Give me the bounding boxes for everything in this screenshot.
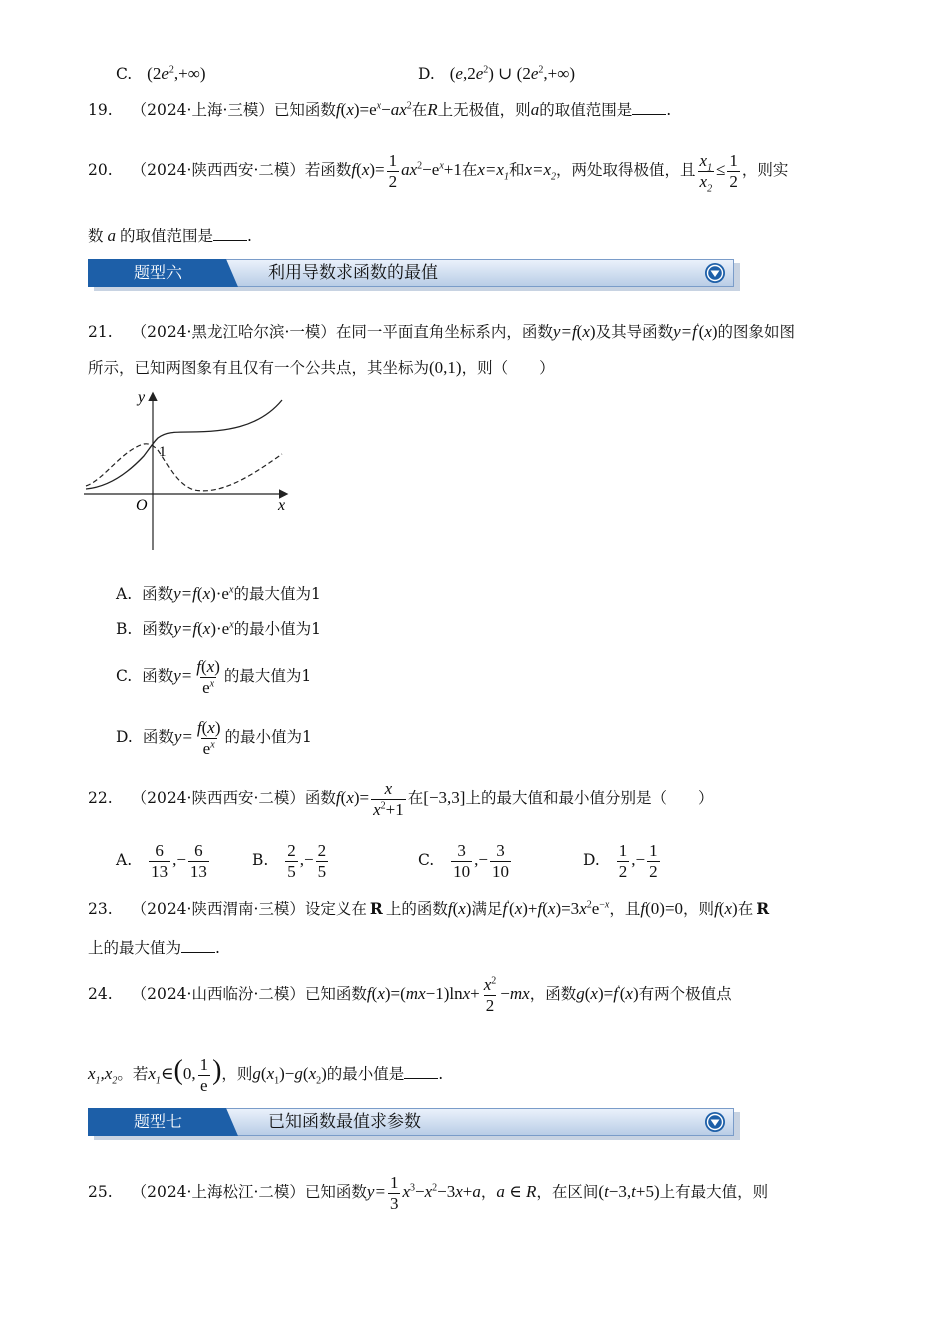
formula: f <box>335 788 341 807</box>
question-source: （2024·上海松江·二模） <box>131 1183 305 1201</box>
option-expression: $\frac{2}{5}$ ,− $\frac{2}{5}$ <box>287 840 327 881</box>
question-text: . <box>438 1065 444 1083</box>
y-axis-label: y <box>138 389 146 406</box>
option-text: 的最大值为1 <box>233 585 321 603</box>
question-text: 上无极值，则 <box>437 101 531 119</box>
question-text: 的取值范围是 <box>539 101 633 119</box>
formula: $^2-e^x+1$ <box>417 160 462 179</box>
question-number: 22. <box>88 789 113 807</box>
section-title: 利用导数求函数的最值 <box>268 263 438 283</box>
fraction-1-over-e: $\frac{1}{e}$ <box>199 1054 209 1095</box>
question-text: 上的函数 <box>385 900 448 918</box>
formula: y=f <box>552 322 577 341</box>
formula: f <box>640 899 646 918</box>
question-text: ，则 <box>683 900 715 918</box>
fraction-half: $\frac{1}{2}$ <box>388 150 398 191</box>
question-text: 的图象如图 <box>717 323 796 341</box>
fraction-half: $\frac{1}{2}$ <box>729 150 738 191</box>
option-expression: $\frac{6}{13}$ ,− $\frac{6}{13}$ <box>151 840 207 881</box>
question-text: 上有最大值，则 <box>659 1183 769 1201</box>
question-20 <box>88 146 788 194</box>
question-21-line2 <box>88 356 555 380</box>
section-tag: 题型六 <box>134 263 183 282</box>
q22-option-a <box>116 836 211 884</box>
formula: g <box>252 1064 261 1083</box>
question-25 <box>88 1168 768 1216</box>
q22-option-b <box>252 836 330 884</box>
question-text: 在 <box>411 101 428 119</box>
formula: (x)= <box>584 984 614 1003</box>
formula: (0)=0 <box>645 899 684 918</box>
fraction-1-over-3: $\frac{1}{3}$ <box>389 1172 399 1213</box>
fraction-x-over-x2plus1: $\frac{x}{x^2+1}$ <box>373 778 404 819</box>
question-text: 所示，已知两图象有且仅有一个公共点，其坐标为 <box>88 359 430 377</box>
formula: ∈ <box>504 1182 526 1201</box>
question-text: 在 <box>737 900 754 918</box>
question-text: ，则 <box>221 1065 253 1083</box>
question-source: （2024·陕西西安·二模） <box>131 161 305 179</box>
question-22 <box>88 774 713 822</box>
formula: ) <box>212 1055 222 1086</box>
question-text: ， <box>480 1183 497 1201</box>
formula: (x)= <box>340 788 370 807</box>
formula: a <box>107 226 117 245</box>
question-text: ，在区间 <box>536 1183 599 1201</box>
formula: y=f <box>173 619 198 638</box>
q22-option-c <box>418 836 513 884</box>
curve-f <box>86 400 282 489</box>
origin-label: O <box>136 497 148 514</box>
question-text: ，且 <box>609 900 641 918</box>
fraction-fx-ex: $\frac{f(x)}{e^x}$ <box>196 717 221 758</box>
formula: 0, <box>182 1064 196 1083</box>
option-text: 函数 <box>142 667 174 685</box>
option-label: D. <box>116 728 133 746</box>
formula: $(x_1)-$ <box>260 1064 295 1087</box>
question-text: 上的最大值为 <box>88 939 182 957</box>
answer-blank[interactable] <box>213 226 247 241</box>
question-text: 的最小值是 <box>326 1065 405 1083</box>
question-number: 19. <box>88 101 113 119</box>
option-text: 的最小值为1 <box>224 728 312 746</box>
option-label: D. <box>583 851 600 869</box>
fraction-fx-ex: $\frac{f(x)}{e^x}$ <box>196 656 220 697</box>
formula: a <box>530 100 540 119</box>
option-label: A. <box>116 585 133 603</box>
question-source: （2024·陕西西安·二模） <box>131 789 305 807</box>
question-text: 已知函数 <box>304 1183 367 1201</box>
option-label: C. <box>418 851 435 869</box>
question-text: 。若 <box>117 1065 149 1083</box>
q18-option-c <box>116 62 206 86</box>
option-label: B. <box>252 851 269 869</box>
formula: 2 <box>406 100 412 112</box>
question-21 <box>88 320 795 344</box>
chevron-down-icon[interactable] <box>704 262 726 284</box>
q21-option-a <box>116 582 321 606</box>
formula: f <box>447 899 453 918</box>
q21-option-b <box>116 617 321 641</box>
question-text: 在 <box>461 161 478 179</box>
question-source: （2024·山西临汾·二模） <box>131 985 305 1003</box>
question-text: 和 <box>508 161 525 179</box>
question-source: （2024·陕西渭南·三模） <box>131 900 305 918</box>
formula: (0,1) <box>429 358 462 377</box>
formula: ( <box>173 1055 183 1086</box>
formula: $(x_2)$ <box>302 1064 327 1087</box>
option-text: 的最大值为1 <box>223 667 312 685</box>
formula: f <box>366 984 372 1003</box>
chevron-down-icon[interactable] <box>704 1111 726 1133</box>
question-text: 的取值范围是 <box>120 227 214 245</box>
option-text: 函数 <box>142 728 174 746</box>
option-text: 函数 <box>142 620 174 638</box>
question-text: 函数 <box>304 789 336 807</box>
question-number: 21. <box>88 323 113 341</box>
formula: ax <box>401 160 418 179</box>
option-text: 函数 <box>142 585 174 603</box>
bold-r: R <box>369 899 383 918</box>
q22-option-d <box>583 836 662 884</box>
formula: f <box>502 899 508 918</box>
question-number: 24. <box>88 985 113 1003</box>
question-text: 在同一平面直角坐标系内，函数 <box>335 323 553 341</box>
question-number: 20. <box>88 161 113 179</box>
formula: $x^3-x^2-3x+a$ <box>402 1182 481 1201</box>
section-banner-6 <box>88 259 734 289</box>
formula: $x=x_1$ <box>477 160 509 183</box>
question-text: ，两处取得极值，且 <box>556 161 696 179</box>
section-tag: 题型七 <box>134 1112 183 1131</box>
formula: x <box>346 100 354 119</box>
formula: f <box>351 160 357 179</box>
question-text: . <box>215 939 220 957</box>
question-20-line2 <box>88 224 252 248</box>
option-expression: $\frac{1}{2}$ ,− $\frac{1}{2}$ <box>618 840 658 881</box>
question-text: ，函数 <box>529 985 577 1003</box>
formula: y=f <box>673 322 697 341</box>
question-text: ，则（ ） <box>461 359 555 377</box>
formula: (x) <box>576 322 596 341</box>
q21-option-d <box>116 713 312 761</box>
formula: '(x) <box>696 322 718 341</box>
function-graph <box>84 388 294 554</box>
answer-blank[interactable] <box>181 938 215 953</box>
question-text: 数 <box>88 227 104 245</box>
option-label: D. <box>418 65 435 83</box>
formula: ≤ <box>716 160 726 179</box>
question-24 <box>88 970 732 1018</box>
question-23-line2 <box>88 936 220 960</box>
formula: '(x)+ <box>507 899 538 918</box>
question-text: 设定义在 <box>304 900 367 918</box>
question-number: 23. <box>88 900 113 918</box>
q18-option-d <box>418 62 575 86</box>
section-title: 已知函数最值求参数 <box>268 1112 421 1132</box>
formula: f <box>335 100 341 119</box>
option-label: C. <box>116 667 133 685</box>
formula: a <box>496 1182 505 1201</box>
option-label: C. <box>116 65 133 83</box>
formula: (x)= <box>356 160 385 179</box>
fraction-x2-over-2: $\frac{x^2}{2}$ <box>483 974 497 1015</box>
option-expression: $(e,2e^2)$ ∪ $(2e^2,+\infty)$ <box>449 64 576 83</box>
formula: y= <box>366 1182 386 1201</box>
option-label: A. <box>116 851 133 869</box>
formula: f <box>537 899 543 918</box>
formula: ( <box>340 100 347 119</box>
x-axis-label: x <box>278 497 286 514</box>
formula: $x=x_2$ <box>524 160 557 183</box>
formula: (t−3,t+5) <box>598 1182 660 1201</box>
formula: $(x)=3x^2e^{-x}$ <box>542 899 610 918</box>
question-text: 若函数 <box>304 161 352 179</box>
formula: $(x)\cdot e^x$ <box>197 619 234 638</box>
formula: y= <box>173 666 193 685</box>
question-23 <box>88 897 769 921</box>
option-expression: $\frac{3}{10}$ ,− $\frac{3}{10}$ <box>453 840 510 881</box>
formula: $(x)\cdot e^x$ <box>196 584 234 603</box>
question-19 <box>88 98 671 122</box>
formula: f <box>613 984 618 1003</box>
question-text: . <box>247 227 252 245</box>
formula: −mx <box>500 984 530 1003</box>
formula: R <box>427 100 438 119</box>
question-text: 及其导函数 <box>595 323 674 341</box>
formula: g <box>294 1064 303 1083</box>
bold-r: R <box>756 899 770 918</box>
curve-f-derivative <box>86 444 282 491</box>
question-text: 在 <box>407 789 424 807</box>
question-text: 满足 <box>471 900 503 918</box>
answer-blank[interactable] <box>404 1064 438 1079</box>
formula: ∈ <box>160 1064 174 1083</box>
answer-blank[interactable] <box>632 100 666 115</box>
question-source: （2024·黑龙江哈尔滨·一模） <box>131 323 336 341</box>
formula: $x_1,x_2$ <box>88 1064 118 1087</box>
formula: R <box>525 1182 537 1201</box>
option-label: B. <box>116 620 133 638</box>
question-text: ，则实 <box>741 161 789 179</box>
formula: y=f <box>173 584 197 603</box>
formula: g <box>576 984 585 1003</box>
question-text: . <box>666 101 672 119</box>
fraction-x1-x2: $\frac{x_1}{x_2}$ <box>699 150 713 194</box>
formula: $x_1$ <box>148 1064 161 1087</box>
section-banner-7 <box>88 1108 734 1138</box>
question-text: 已知函数 <box>304 985 367 1003</box>
formula: '(x) <box>617 984 639 1003</box>
question-text: 有两个极值点 <box>638 985 732 1003</box>
formula: )$=e^x-$ <box>353 100 391 119</box>
formula: ax <box>390 100 407 119</box>
question-source: （2024·上海·三模） <box>131 101 274 119</box>
option-text: 的最小值为1 <box>233 620 322 638</box>
question-text: 已知函数 <box>273 101 336 119</box>
formula: (x)=(mx−1)lnx+ <box>371 984 480 1003</box>
option-expression: $(2e^2,+\infty)$ <box>147 64 206 83</box>
formula: (x) <box>452 899 472 918</box>
q21-option-c <box>116 652 311 700</box>
question-text: 上的最大值和最小值分别是（ ） <box>465 789 714 807</box>
question-24-line2 <box>88 1047 443 1098</box>
formula: f <box>714 899 719 918</box>
formula: y= <box>173 727 193 746</box>
formula: (x) <box>718 899 738 918</box>
intersection-label: 1 <box>159 444 167 460</box>
question-number: 25. <box>88 1183 113 1201</box>
formula: [−3,3] <box>423 788 466 807</box>
